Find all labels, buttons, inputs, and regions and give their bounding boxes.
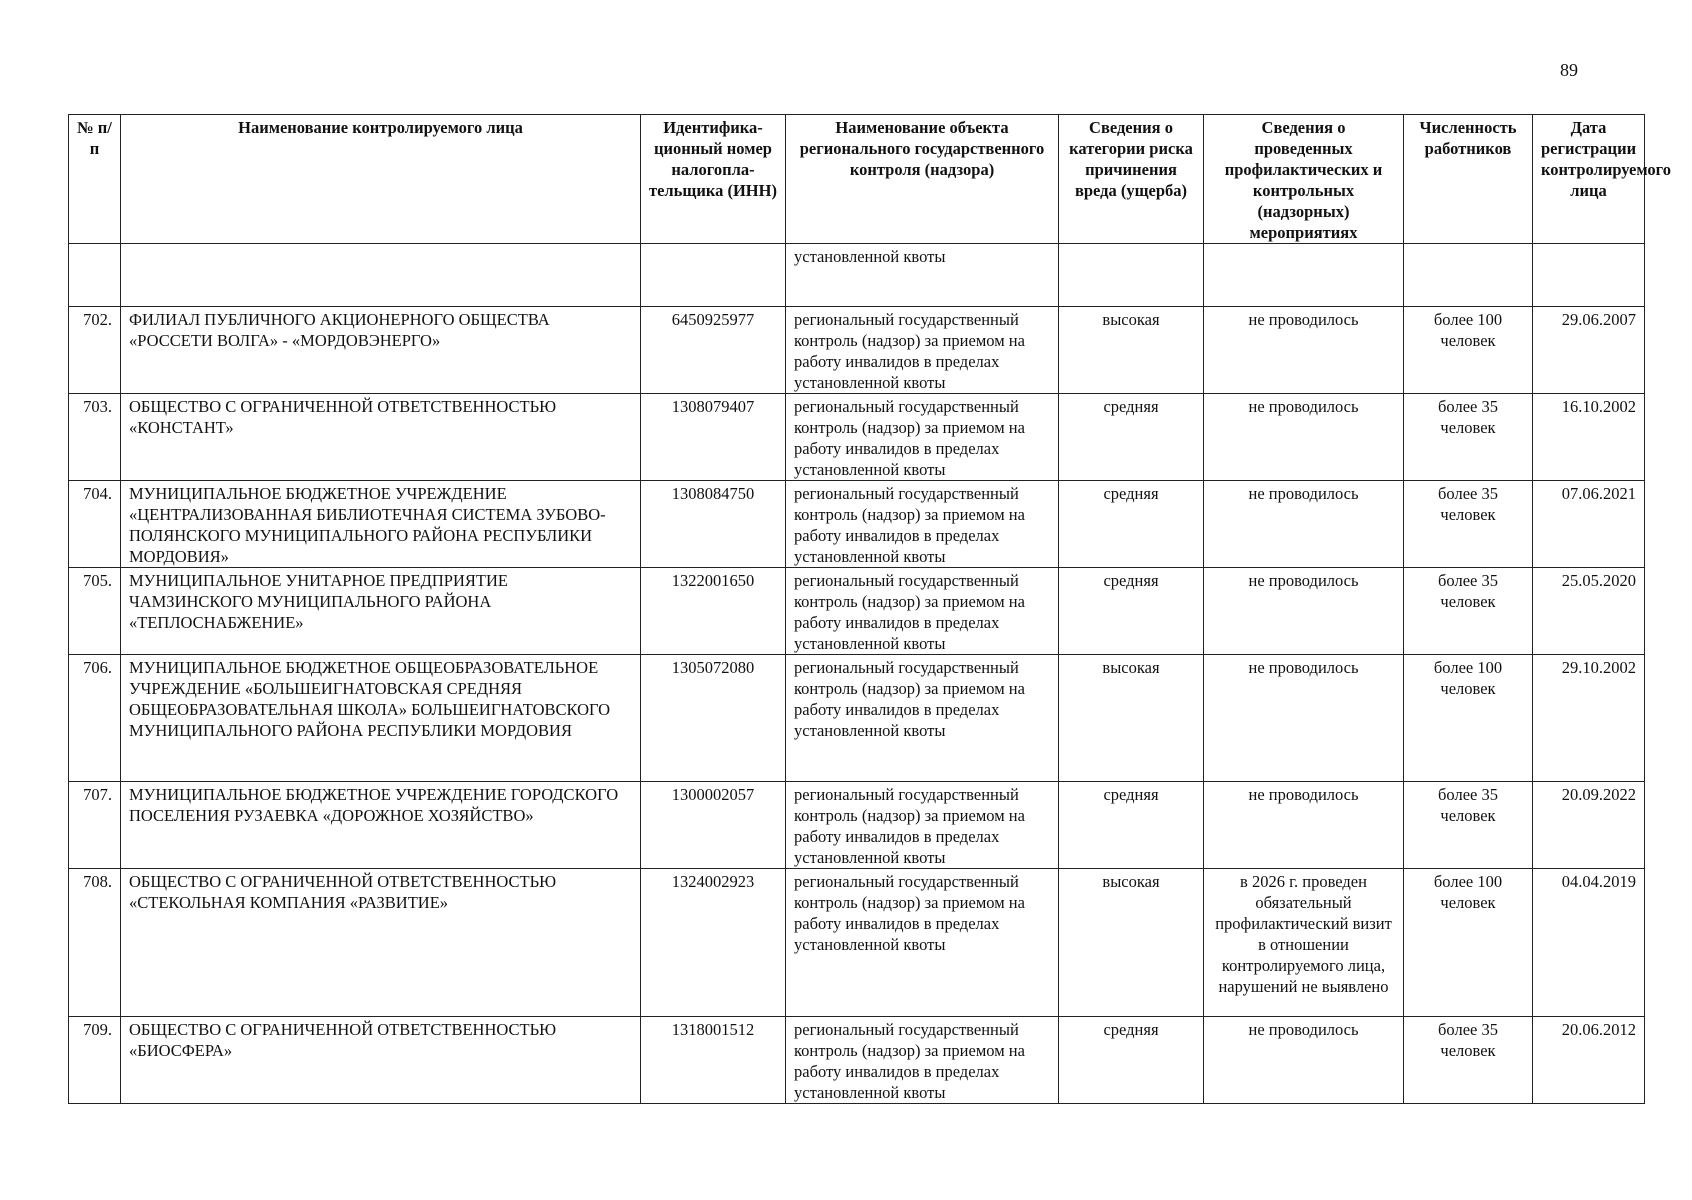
cell-risk: высокая <box>1059 307 1204 394</box>
cell-object: региональный государственный контроль (надзор) за приемом на работу инвалидов в пределах установленной квоты <box>786 394 1059 481</box>
cell-num: 705. <box>69 568 121 655</box>
cell-inn: 1324002923 <box>641 869 786 1017</box>
cell-events: в 2026 г. проведен обязательный профилактический визит в отношении контролируемого лица, нарушений не выявлено <box>1204 869 1404 1017</box>
cell-object: региональный государственный контроль (надзор) за приемом на работу инвалидов в пределах установленной квоты <box>786 568 1059 655</box>
cell-staff: более 35 человек <box>1404 481 1533 568</box>
cell-inn: 1305072080 <box>641 655 786 782</box>
cell-staff: более 35 человек <box>1404 1017 1533 1104</box>
continuation-row <box>69 244 1645 307</box>
cell-name: ОБЩЕСТВО С ОГРАНИЧЕННОЙ ОТВЕТСТВЕННОСТЬЮ «КОНСТАНТ» <box>121 394 641 481</box>
cell-object: установленной квоты <box>786 244 1059 307</box>
cell-name: ФИЛИАЛ ПУБЛИЧНОГО АКЦИОНЕРНОГО ОБЩЕСТВА «РОССЕТИ ВОЛГА» - «МОРДОВЭНЕРГО» <box>121 307 641 394</box>
table-row <box>69 782 1645 869</box>
cell-num: 706. <box>69 655 121 782</box>
cell-staff: более 35 человек <box>1404 394 1533 481</box>
cell-name: МУНИЦИПАЛЬНОЕ БЮДЖЕТНОЕ ОБЩЕОБРАЗОВАТЕЛЬНОЕ УЧРЕЖДЕНИЕ «БОЛЬШЕИГНАТОВСКАЯ СРЕДНЯЯ ОБЩЕОБРАЗОВАТЕЛЬНАЯ ШКОЛА» БОЛЬШЕИГНАТОВСКОГО МУНИЦИПАЛЬНОГО РАЙОНА РЕСПУБЛИКИ МОРДОВИЯ <box>121 655 641 782</box>
cell-num <box>69 244 121 307</box>
header-num: № п/п <box>69 115 121 244</box>
registry-table <box>68 114 1671 1104</box>
header-inn: Идентифика-ционный номер налогопла-тельщика (ИНН) <box>641 115 786 244</box>
cell-inn: 1308079407 <box>641 394 786 481</box>
cell-risk: средняя <box>1059 394 1204 481</box>
cell-date: 29.10.2002 <box>1533 655 1645 782</box>
cell-events: не проводилось <box>1204 568 1404 655</box>
cell-date: 07.06.2021 <box>1533 481 1645 568</box>
cell-risk: высокая <box>1059 869 1204 1017</box>
header-date: Дата регистрации контролируемого лица <box>1533 115 1645 244</box>
cell-object: региональный государственный контроль (надзор) за приемом на работу инвалидов в пределах установленной квоты <box>786 782 1059 869</box>
table-row <box>69 869 1645 1017</box>
cell-events: не проводилось <box>1204 481 1404 568</box>
cell-staff: более 35 человек <box>1404 568 1533 655</box>
cell-date <box>1533 244 1645 307</box>
header-events: Сведения о проведенных профилактических и контрольных (надзорных) мероприятиях <box>1204 115 1404 244</box>
cell-inn <box>641 244 786 307</box>
header-staff: Численность работников <box>1404 115 1533 244</box>
cell-events: не проводилось <box>1204 782 1404 869</box>
cell-num: 704. <box>69 481 121 568</box>
cell-events: не проводилось <box>1204 394 1404 481</box>
cell-risk <box>1059 244 1204 307</box>
cell-name: ОБЩЕСТВО С ОГРАНИЧЕННОЙ ОТВЕТСТВЕННОСТЬЮ «СТЕКОЛЬНАЯ КОМПАНИЯ «РАЗВИТИЕ» <box>121 869 641 1017</box>
cell-date: 20.06.2012 <box>1533 1017 1645 1104</box>
table-row <box>69 1017 1645 1104</box>
cell-object: региональный государственный контроль (надзор) за приемом на работу инвалидов в пределах установленной квоты <box>786 1017 1059 1104</box>
cell-num: 703. <box>69 394 121 481</box>
cell-date: 20.09.2022 <box>1533 782 1645 869</box>
cell-staff: более 100 человек <box>1404 869 1533 1017</box>
cell-object: региональный государственный контроль (надзор) за приемом на работу инвалидов в пределах установленной квоты <box>786 655 1059 782</box>
cell-object: региональный государственный контроль (надзор) за приемом на работу инвалидов в пределах установленной квоты <box>786 481 1059 568</box>
cell-num: 709. <box>69 1017 121 1104</box>
cell-staff: более 100 человек <box>1404 655 1533 782</box>
table-row <box>69 655 1645 782</box>
table-row <box>69 394 1645 481</box>
cell-inn: 1322001650 <box>641 568 786 655</box>
cell-name: МУНИЦИПАЛЬНОЕ БЮДЖЕТНОЕ УЧРЕЖДЕНИЕ ГОРОДСКОГО ПОСЕЛЕНИЯ РУЗАЕВКА «ДОРОЖНОЕ ХОЗЯЙСТВО» <box>121 782 641 869</box>
header-risk: Сведения о категории риска причинения вреда (ущерба) <box>1059 115 1204 244</box>
cell-name: МУНИЦИПАЛЬНОЕ БЮДЖЕТНОЕ УЧРЕЖДЕНИЕ «ЦЕНТРАЛИЗОВАННАЯ БИБЛИОТЕЧНАЯ СИСТЕМА ЗУБОВО-ПОЛЯНСКОГО МУНИЦИПАЛЬНОГО РАЙОНА РЕСПУБЛИКИ МОРДОВИЯ» <box>121 481 641 568</box>
cell-staff <box>1404 244 1533 307</box>
cell-name <box>121 244 641 307</box>
header-object: Наименование объекта регионального государственного контроля (надзора) <box>786 115 1059 244</box>
header-name: Наименование контролируемого лица <box>121 115 641 244</box>
cell-object: региональный государственный контроль (надзор) за приемом на работу инвалидов в пределах установленной квоты <box>786 869 1059 1017</box>
cell-name: МУНИЦИПАЛЬНОЕ УНИТАРНОЕ ПРЕДПРИЯТИЕ ЧАМЗИНСКОГО МУНИЦИПАЛЬНОГО РАЙОНА «ТЕПЛОСНАБЖЕНИЕ» <box>121 568 641 655</box>
cell-staff: более 35 человек <box>1404 782 1533 869</box>
cell-risk: высокая <box>1059 655 1204 782</box>
cell-risk: средняя <box>1059 568 1204 655</box>
cell-date: 16.10.2002 <box>1533 394 1645 481</box>
table-row <box>69 307 1645 394</box>
cell-num: 708. <box>69 869 121 1017</box>
cell-inn: 1318001512 <box>641 1017 786 1104</box>
cell-events: не проводилось <box>1204 307 1404 394</box>
cell-date: 29.06.2007 <box>1533 307 1645 394</box>
cell-inn: 6450925977 <box>641 307 786 394</box>
page-number: 89 <box>1560 60 1578 80</box>
table-header <box>69 115 1671 244</box>
cell-inn: 1300002057 <box>641 782 786 869</box>
table-row <box>69 568 1645 655</box>
cell-num: 702. <box>69 307 121 394</box>
cell-date: 04.04.2019 <box>1533 869 1645 1017</box>
cell-staff: более 100 человек <box>1404 307 1533 394</box>
cell-risk: средняя <box>1059 782 1204 869</box>
cell-object: региональный государственный контроль (надзор) за приемом на работу инвалидов в пределах установленной квоты <box>786 307 1059 394</box>
cell-num: 707. <box>69 782 121 869</box>
cell-events <box>1204 244 1404 307</box>
table-row <box>69 481 1645 568</box>
cell-name: ОБЩЕСТВО С ОГРАНИЧЕННОЙ ОТВЕТСТВЕННОСТЬЮ «БИОСФЕРА» <box>121 1017 641 1104</box>
cell-events: не проводилось <box>1204 1017 1404 1104</box>
cell-inn: 1308084750 <box>641 481 786 568</box>
cell-risk: средняя <box>1059 1017 1204 1104</box>
cell-risk: средняя <box>1059 481 1204 568</box>
cell-date: 25.05.2020 <box>1533 568 1645 655</box>
cell-events: не проводилось <box>1204 655 1404 782</box>
